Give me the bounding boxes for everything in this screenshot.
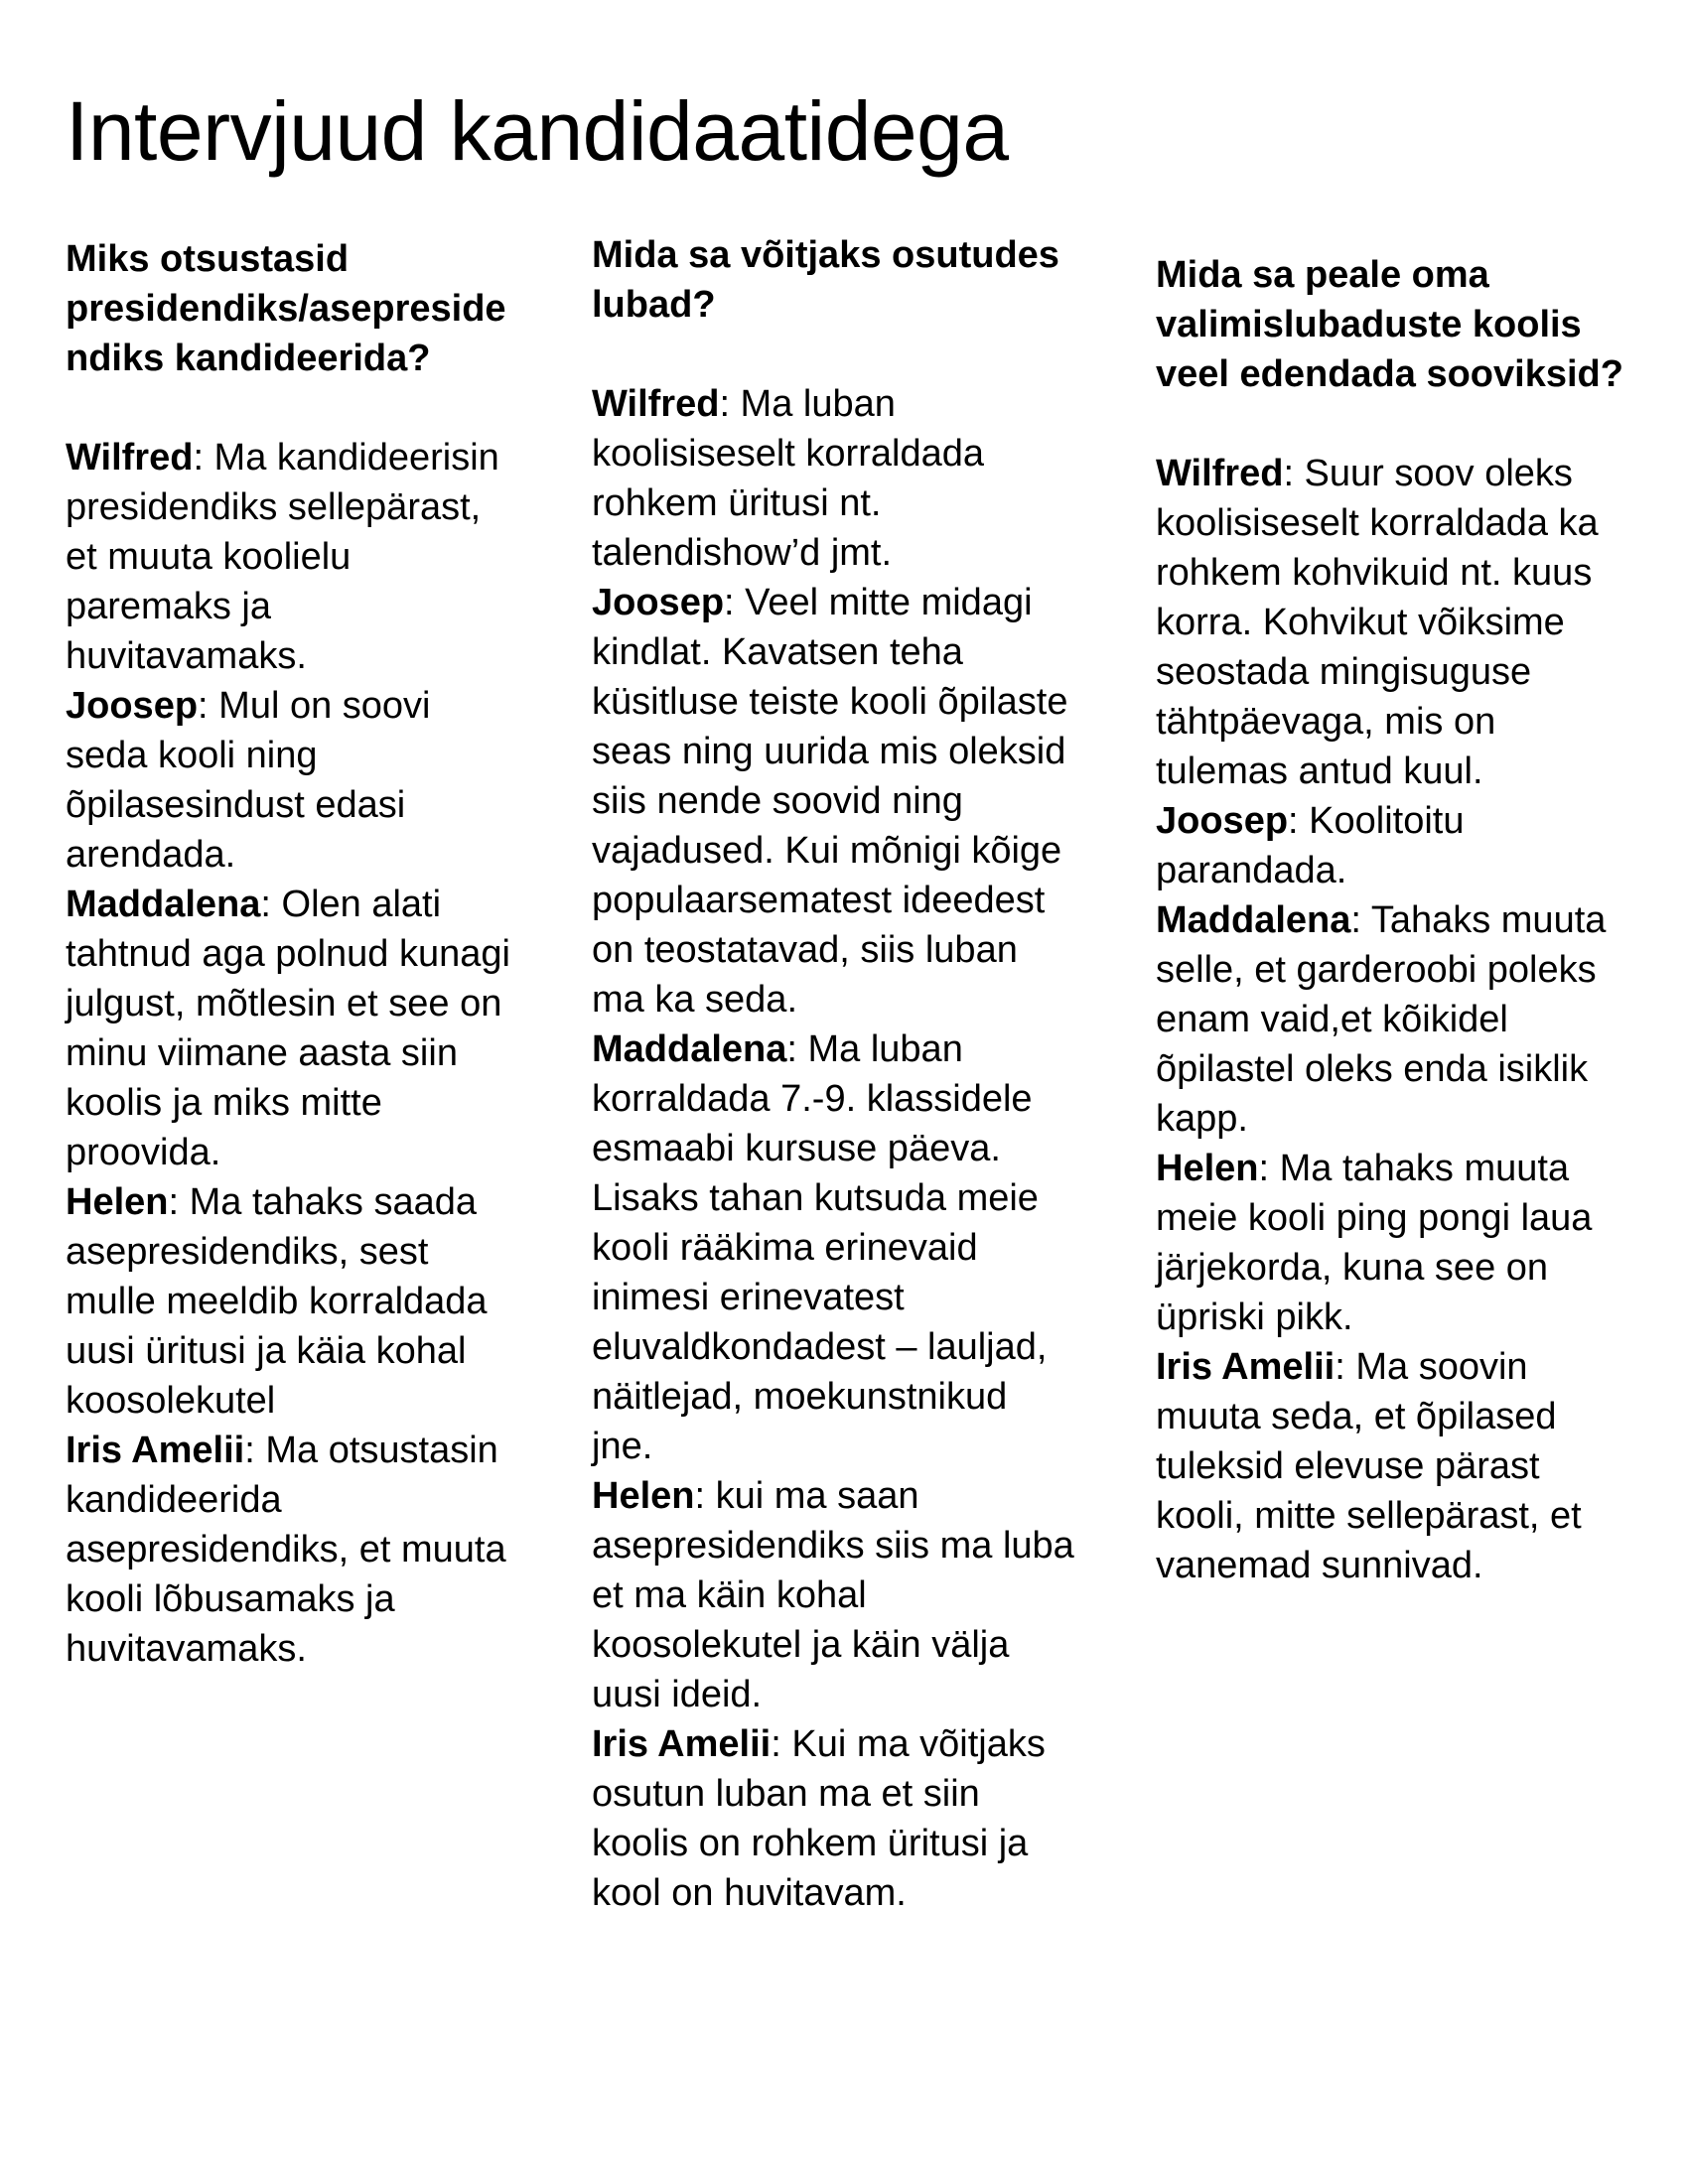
page-title: Intervjuud kandidaatidega [66, 84, 1009, 178]
candidate-name: Helen [592, 1475, 695, 1517]
answer-maddalena [1156, 895, 1632, 1144]
answer-text: : Ma otsustasin kandideerida asepresidendiks, et muuta kooli lõbusamaks ja huvitavamaks. [66, 1430, 506, 1670]
interview-column-1 [66, 234, 522, 1674]
answer-wilfred [66, 433, 522, 681]
answer-text: : Ma luban korraldada 7.-9. klassidele esmaabi kursuse päeva. Lisaks tahan kutsuda meie kooli rääkima erinevaid inimesi erinevatest eluvaldkondadest – lauljad, näitlejad, moekunstnikud jne. [592, 1028, 1048, 1467]
answer-text: : Mul on soovi seda kooli ning õpilasesindust edasi arendada. [66, 685, 431, 876]
answer-text: : Ma soovin muuta seda, et õpilased tuleksid elevuse pärast kooli, mitte sellepärast, et vanemad sunnivad. [1156, 1346, 1582, 1586]
answer-text: : Kui ma võitjaks osutun luban ma et siin koolis on rohkem üritusi ja kool on huvitavam. [592, 1723, 1046, 1914]
answer-iris-amelii [1156, 1342, 1632, 1590]
answer-iris-amelii [66, 1426, 522, 1674]
answer-joosep [66, 681, 522, 880]
candidate-name: Helen [1156, 1148, 1259, 1189]
answer-wilfred [1156, 449, 1632, 796]
answer-text: : Ma tahaks saada asepresidendiks, sest mulle meeldib korraldada uusi üritusi ja käia kohal koosolekutel [66, 1181, 488, 1422]
candidate-name: Iris Amelii [66, 1430, 245, 1471]
answer-joosep [592, 578, 1078, 1024]
candidate-name: Wilfred [66, 437, 194, 478]
candidate-name: Wilfred [592, 383, 720, 425]
interview-column-2 [592, 230, 1078, 1918]
answer-iris-amelii [592, 1719, 1078, 1918]
answer-text: : Ma luban koolisiseselt korraldada rohkem üritusi nt. talendishow’d jmt. [592, 383, 984, 574]
answer-text: : Suur soov oleks koolisiseselt korraldada ka rohkem kohvikuid nt. kuus korra. Kohvikut võiksime seostada mingisuguse tähtpäevaga, mis on tulemas antud kuul. [1156, 453, 1599, 792]
answer-text: : Olen alati tahtnud aga polnud kunagi julgust, mõtlesin et see on minu viimane aasta siin koolis ja miks mitte proovida. [66, 884, 510, 1173]
answer-text: : kui ma saan asepresidendiks siis ma luba et ma käin kohal koosolekutel ja käin välja uusi ideid. [592, 1475, 1074, 1715]
answer-helen [592, 1471, 1078, 1719]
answer-maddalena [66, 880, 522, 1177]
candidate-name: Maddalena [66, 884, 261, 925]
answer-joosep [1156, 796, 1632, 895]
candidate-name: Maddalena [592, 1028, 787, 1070]
candidate-name: Wilfred [1156, 453, 1284, 494]
question-heading: Mida sa peale oma valimislubaduste koolis veel edendada sooviksid? [1156, 254, 1623, 395]
answer-text: : Tahaks muuta selle, et garderoobi poleks enam vaid,et kõikidel õpilastel oleks enda isiklik kapp. [1156, 899, 1607, 1140]
answer-text: : Koolitoitu parandada. [1156, 800, 1465, 891]
answer-wilfred [592, 379, 1078, 578]
candidate-name: Helen [66, 1181, 169, 1223]
interview-column-3 [1156, 250, 1632, 1590]
candidate-name: Iris Amelii [1156, 1346, 1336, 1388]
answer-helen [1156, 1144, 1632, 1342]
answer-maddalena [592, 1024, 1078, 1471]
question-heading: Mida sa võitjaks osutudes lubad? [592, 234, 1059, 326]
candidate-name: Joosep [66, 685, 199, 727]
candidate-name: Iris Amelii [592, 1723, 772, 1765]
answer-text: : Ma tahaks muuta meie kooli ping pongi laua järjekorda, kuna see on üpriski pikk. [1156, 1148, 1593, 1338]
candidate-name: Joosep [1156, 800, 1289, 842]
candidate-name: Joosep [592, 582, 725, 623]
answer-helen [66, 1177, 522, 1426]
answer-text: : Veel mitte midagi kindlat. Kavatsen teha küsitluse teiste kooli õpilaste seas ning uurida mis oleksid siis nende soovid ning vajadused. Kui mõnigi kõige populaarsematest ideedest on teostatavad, siis luban ma ka seda. [592, 582, 1068, 1021]
candidate-name: Maddalena [1156, 899, 1351, 941]
question-heading: Miks otsustasid presidendiks/asepresidendiks kandideerida? [66, 238, 506, 379]
answer-text: : Ma kandideerisin presidendiks sellepärast, et muuta koolielu paremaks ja huvitavamaks. [66, 437, 499, 677]
